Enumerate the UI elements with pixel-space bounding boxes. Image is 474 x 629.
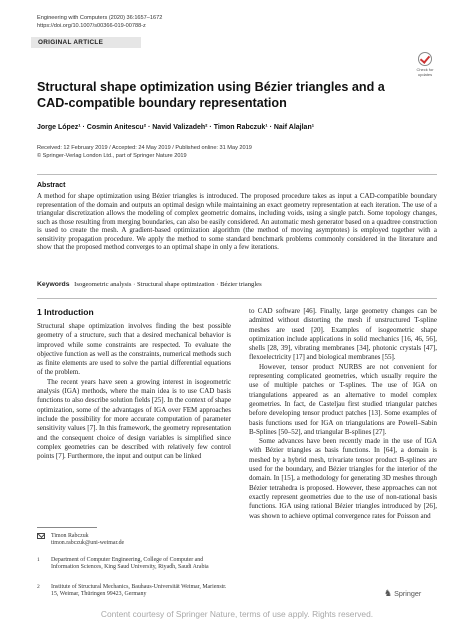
footnote-divider (37, 527, 97, 528)
right-column (249, 307, 437, 521)
affiliation-mark: 2 (37, 584, 40, 590)
history-dates: Received: 12 February 2019 / Accepted: 24 May 2019 / Published online: 31 May 2019 (37, 145, 252, 151)
left-column (37, 322, 231, 461)
paragraph: Some advances have been recently made in the use of IGA with Bézier triangles as basis functions. In [64], a domain is meshed by a hybrid mesh, trivariate tensor product B-splines are used for the boundary, and Bézier triangles for the interior of the domain. In [15], a methodology for generating 3D meshes through Bézier tetrahedra is proposed. However, these approaches can not exactly represent geometries due to the use of non-rational basis functions. IGA using rational Bézier triangles introduced by [26], was shown to achieve optimal convergence rates for Poisson and (249, 437, 437, 520)
journal-citation: Engineering with Computers (2020) 36:1657–1672 (37, 15, 163, 21)
divider (37, 298, 437, 299)
check-for-updates-button[interactable] (414, 52, 436, 77)
affiliation-text: Institute of Structural Mechanics, Bauhaus-Universität Weimar, Marienstr. 15, Weimar, Thüringen 99423, Germany (51, 584, 227, 597)
paragraph: to CAD software [46]. Finally, large geometry changes can be admitted without distorting the mesh if unstructured T-spline meshes are used [20]. Examples of isogeometric shape optimization include applications in solid mechanics [16, 46, 56], shells [28, 39], vibrating membranes [34], photonic crystals [47], flexoelectricity [17] and biological membranes [55]. (249, 307, 437, 362)
affiliation-1 (37, 557, 227, 571)
mail-icon (37, 533, 45, 542)
check-updates-label: Check for updates (416, 67, 434, 77)
abstract-heading: Abstract (37, 182, 66, 189)
affiliation-mark: 1 (37, 557, 40, 563)
keywords-text: Isogeometric analysis · Structural shape optimization · Bézier triangles (74, 281, 262, 288)
section-heading: 1 Introduction (37, 307, 94, 317)
publisher-logo (384, 588, 421, 599)
paragraph: Structural shape optimization involves finding the best possible geometry of a structure, such that a desired mechanical behavior is improved while some constraints are respected. To evaluate the objective function as well as the constraints, numerical methods such as finite elements are used to solve the partial differential equations of the problem. (37, 322, 231, 377)
abstract-text: A method for shape optimization using Bézier triangles is introduced. The proposed procedure takes as input a CAD-compatible boundary representation of the domain and outputs an optimal design while maintaining an exact geometry representation at each iteration. The use of a triangular discretization allows the modeling of complex geometric domains, including voids, using a single patch. Some topology changes, such as those resulting from merging boundaries, can also be easily considered. An automatic mesh generator based on a quadtree construction is used to create the mesh. A gradient-based optimization algorithm (the method of moving asymptotes) is employed together with a sensitivity propagation procedure. We apply the method to some standard benchmark problems commonly considered in the literature and show that the proposed method converges to an optimal shape in only a few iterations. (37, 192, 437, 251)
affiliation-text: Department of Computer Engineering, College of Computer and Information Sciences, King Saud University, Riyadh, Saudi Arabia (51, 557, 209, 570)
springer-horse-icon: ♞ (384, 588, 393, 598)
check-updates-icon (418, 52, 432, 66)
publication-dates (37, 144, 252, 160)
copyright-line: © Springer-Verlag London Ltd., part of Springer Nature 2019 (37, 153, 187, 159)
journal-header (37, 14, 162, 30)
keywords (37, 281, 437, 289)
paragraph: The recent years have seen a growing interest in isogeometric analysis (IGA) methods, where the main idea is to use CAD basis functions to also describe solution fields [25]. In the context of shape optimization, some of the advantages of IGA over FEM approaches include the possibility for more accurate computation of parameter sensitivity values [7]. In this framework, the geometry representation and the consequent choice of design variables is simplified since complex geometries can be described with relatively few control points [7]. Furthermore, the input and output can be linked (37, 377, 231, 461)
author-list: Jorge López¹ · Cosmin Anitescu² · Navid Valizadeh² · Timon Rabczuk¹ · Naif Alajlan¹ (37, 124, 315, 131)
keywords-label: Keywords (37, 281, 70, 288)
corresponding-author (37, 533, 227, 547)
watermark-footer: Content courtesy of Springer Nature, terms of use apply. Rights reserved. (100, 609, 374, 619)
affiliation-2 (37, 584, 227, 598)
publisher-name: Springer (394, 589, 422, 598)
doi-link[interactable]: https://doi.org/10.1007/s00366-019-00788-z (37, 23, 146, 29)
corresponding-name: Timon Rabczuk (51, 533, 89, 539)
article-type-badge: ORIGINAL ARTICLE (31, 37, 141, 48)
corresponding-email[interactable]: timon.rabczuk@uni-weimar.de (51, 540, 125, 546)
divider (37, 174, 437, 175)
article-title: Structural shape optimization using Bézier triangles and a CAD-compatible boundary representation (37, 80, 385, 110)
paragraph: However, tensor product NURBS are not convenient for representing complicated geometries, which usually require the use of multiple patches or T-splines. The use of IGA on triangulations appeared as an alternative to model complex geometries. In fact, de Casteljau first studied triangular patches before developing tensor product patches [13]. Some examples of basis functions used for IGA on triangulations are Powell–Sabin B-Splines [50–52], and triangular B-splines [27]. (249, 362, 437, 436)
